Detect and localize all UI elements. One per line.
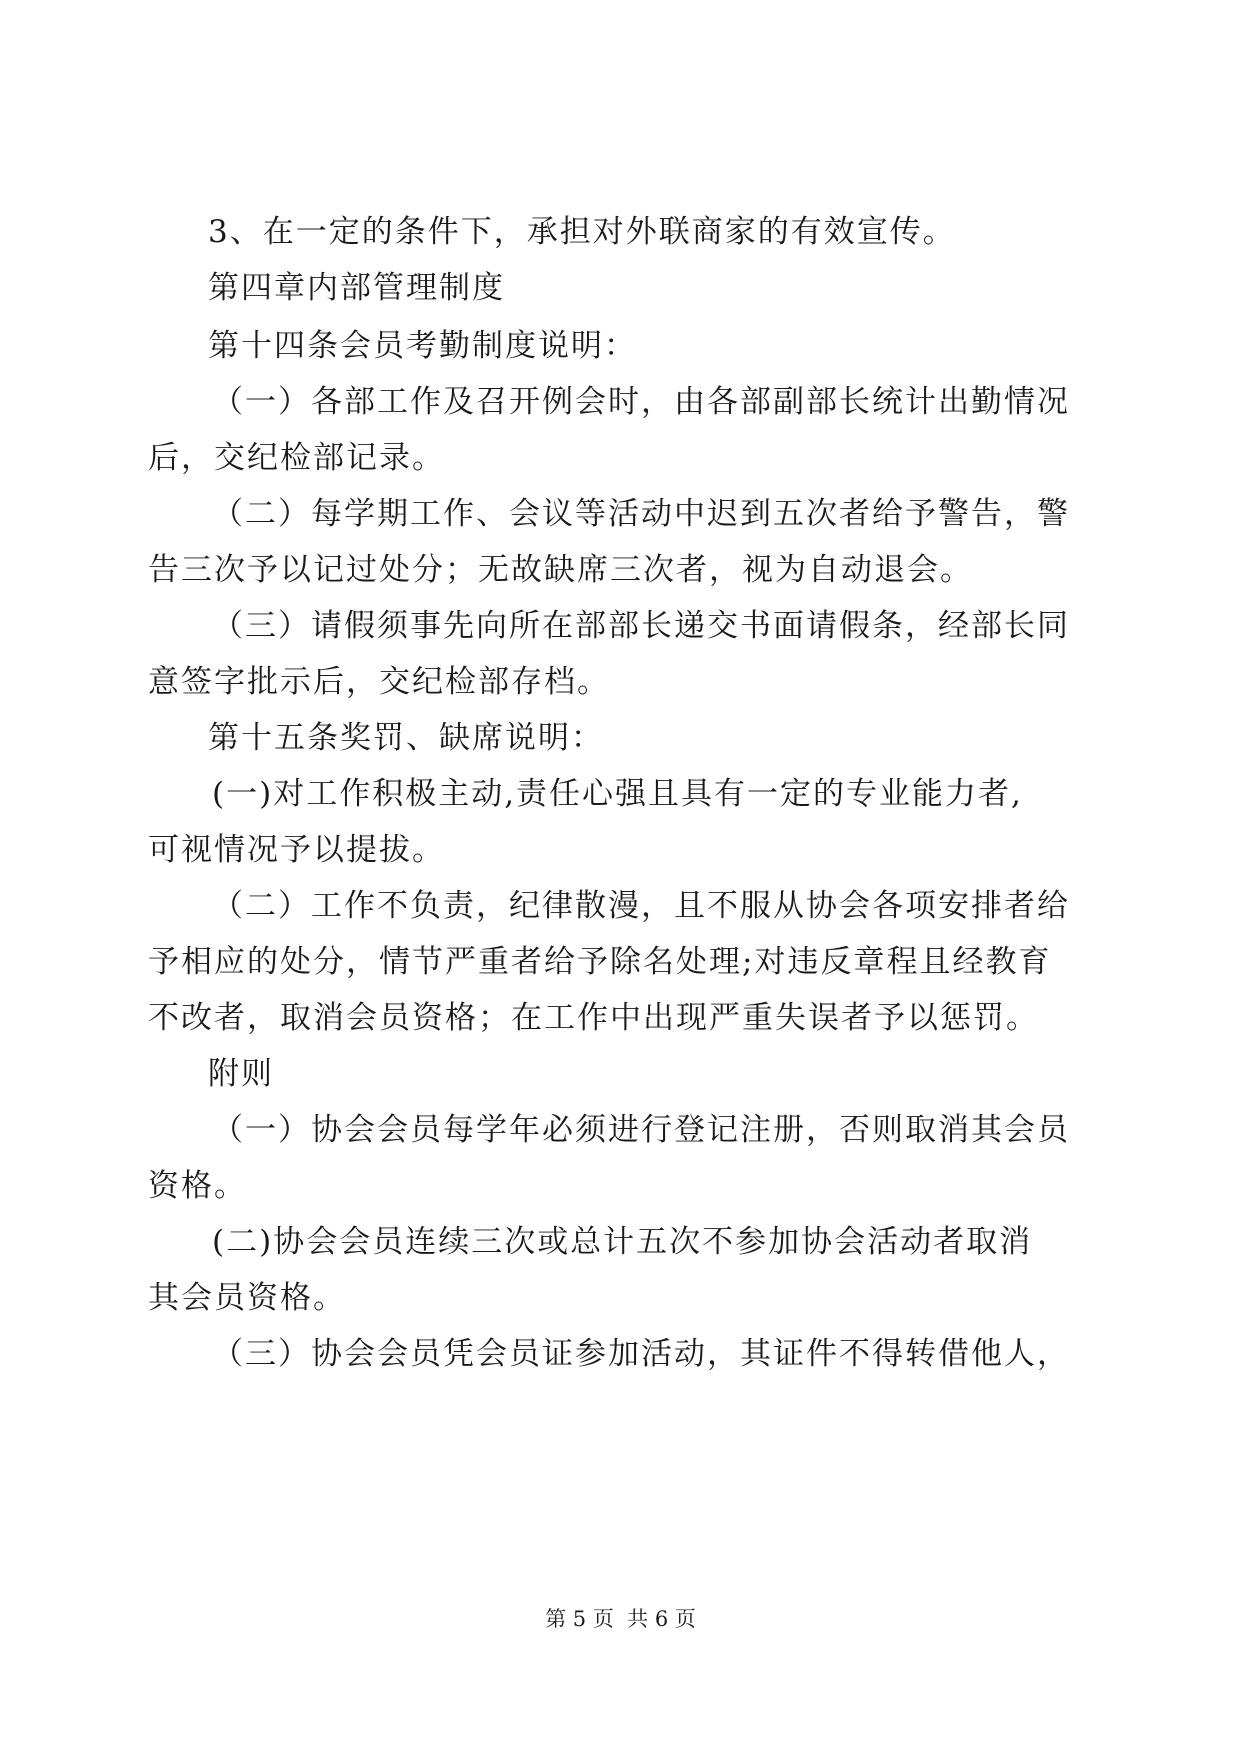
section-heading: 附则 xyxy=(208,1056,274,1092)
text-line: 其会员资格。 xyxy=(148,1280,346,1316)
text-line: （二）工作不负责，纪律散漫，且不服从协会各项安排者给 xyxy=(212,888,1070,924)
text-line: 3、在一定的条件下，承担对外联商家的有效宣传。 xyxy=(208,214,956,250)
text-line: 意签字批示后，交纪检部存档。 xyxy=(148,664,610,700)
text-line: (一)对工作积极主动,责任心强且具有一定的专业能力者, xyxy=(212,776,1023,812)
text-line: 予相应的处分，情节严重者给予除名处理;对违反章程且经教育 xyxy=(148,944,1052,980)
text-line: （三）请假须事先向所在部部长递交书面请假条，经部长同 xyxy=(212,608,1070,644)
text-line: 告三次予以记过处分；无故缺席三次者，视为自动退会。 xyxy=(148,552,973,588)
text-line: 不改者，取消会员资格；在工作中出现严重失误者予以惩罚。 xyxy=(148,1000,1039,1036)
text-line: （一）协会会员每学年必须进行登记注册，否则取消其会员 xyxy=(212,1112,1070,1148)
text-line: (二)协会会员连续三次或总计五次不参加协会活动者取消 xyxy=(212,1224,1033,1260)
text-line: 资格。 xyxy=(148,1168,247,1204)
text-line: （三）协会会员凭会员证参加活动，其证件不得转借他人， xyxy=(212,1336,1070,1372)
text-line: 可视情况予以提拔。 xyxy=(148,832,445,868)
page-number-label: 第 5 页 共 6 页 xyxy=(545,1607,696,1631)
chapter-heading: 第四章内部管理制度 xyxy=(208,270,505,306)
page-footer xyxy=(0,1604,1241,1634)
article-heading: 第十四条会员考勤制度说明： xyxy=(208,328,637,364)
text-line: 后，交纪检部记录。 xyxy=(148,440,445,476)
text-line: （二）每学期工作、会议等活动中迟到五次者给予警告，警 xyxy=(212,496,1070,532)
article-heading: 第十五条奖罚、缺席说明： xyxy=(208,720,604,756)
text-line: （一）各部工作及召开例会时，由各部副部长统计出勤情况 xyxy=(212,384,1070,420)
